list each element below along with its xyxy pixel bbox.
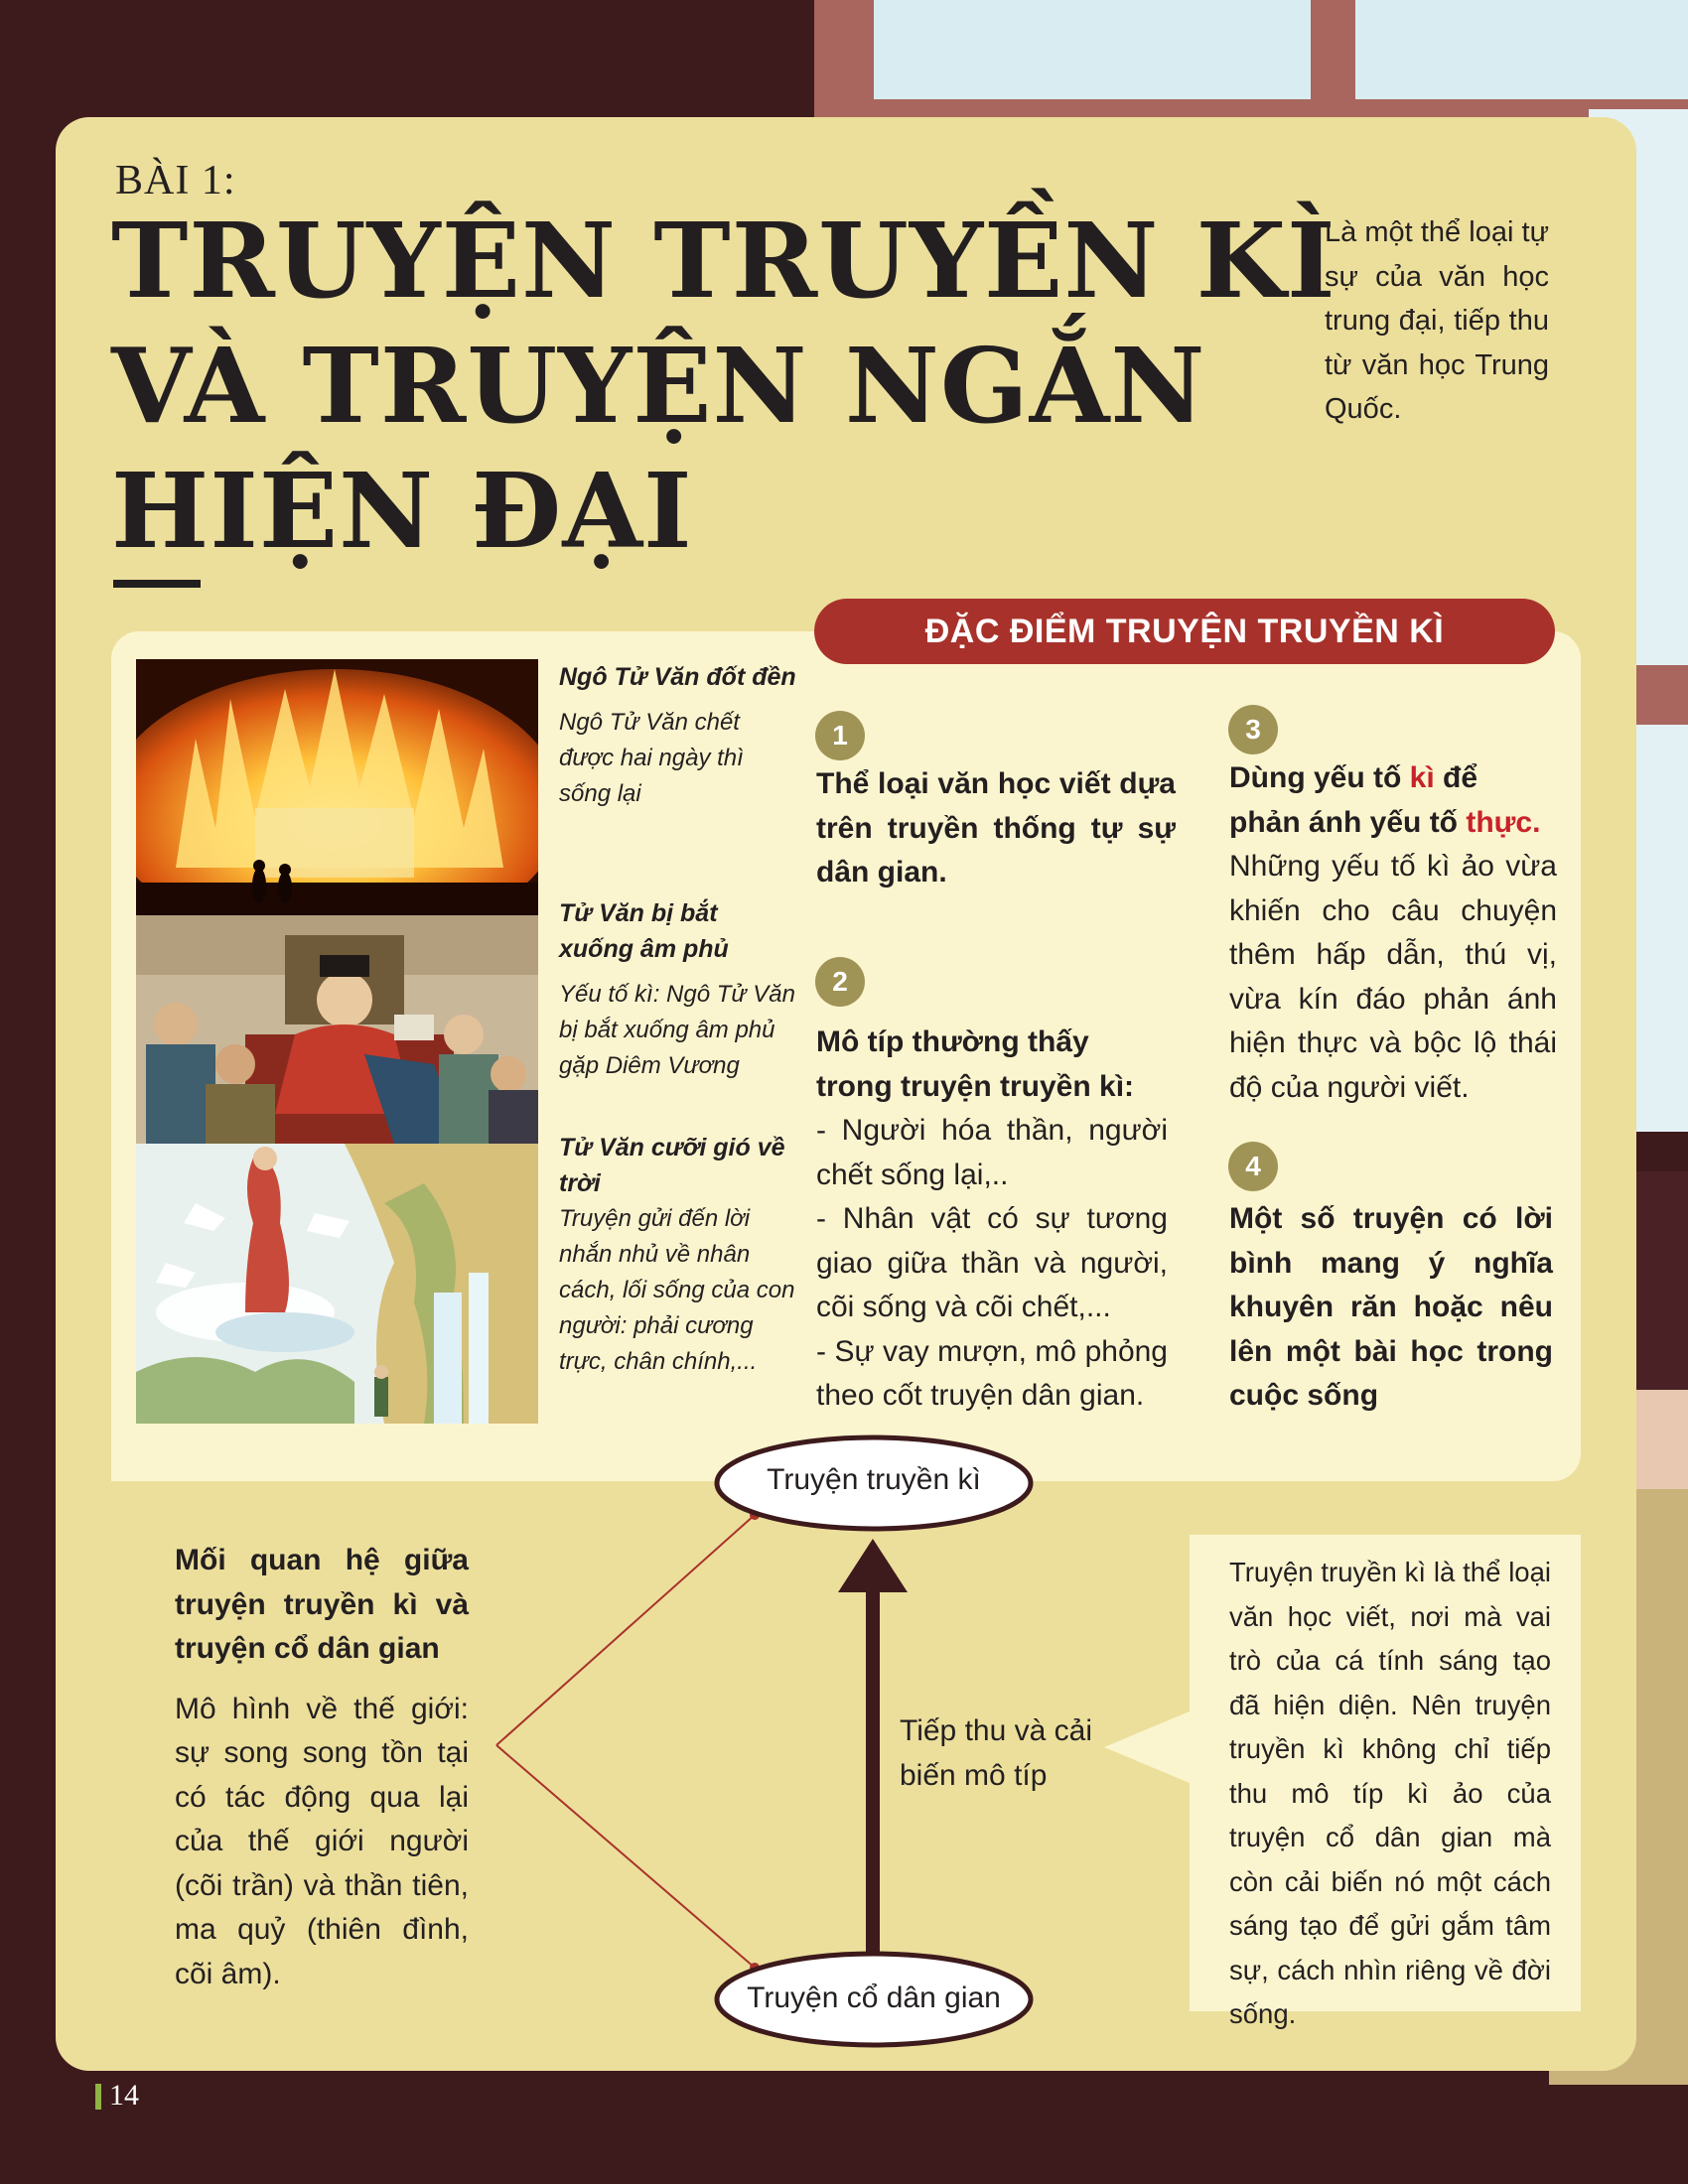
callout-text: Truyện truyền kì là thể loại văn học viết, nơi mà vai trò của cá tính sáng tạo đã hiện diện. Nên truyện truyền kì không chỉ tiếp thu mô típ kì ảo của truyện cổ dân gian mà còn cải biến nó một cách sáng tạo để gửi gắm tâm sự, cách nhìn riêng về đời sống. — [1229, 1557, 1551, 2029]
connector-line — [496, 1745, 755, 1968]
point-list-item: - Sự vay mượn, mô phỏng theo cốt truyện dân gian. — [816, 1334, 1168, 1412]
page-number-text: 14 — [109, 2079, 139, 2112]
highlight-text: kì — [1409, 761, 1435, 794]
relation-body: Mô hình về thế giới: sự song song tồn tại có tác động qua lại của thế giới người (cõi trần) và thần tiên, ma quỷ (thiên đình, cõi âm). — [175, 1692, 469, 1990]
point-number-badge: 4 — [1228, 1142, 1278, 1191]
caption-title: Tử Văn cưỡi gió về trời — [559, 1134, 785, 1197]
relation-description — [175, 1539, 469, 1996]
bottom-node-label: Truyện cổ dân gian — [747, 1981, 1001, 2014]
title-line: TRUYỆN TRUYỀN KÌ — [111, 200, 1336, 322]
arrow-shaft — [866, 1588, 880, 1954]
caption-text: Ngô Tử Văn chết được hai ngày thì sống lại — [559, 709, 744, 807]
caption-text: Truyện gửi đến lời nhắn nhủ về nhân cách, lối sống của con người: phải cương trực, chân chính,... — [559, 1205, 795, 1375]
arrow-label: Tiếp thu và cải biến mô típ — [900, 1714, 1092, 1792]
caption-title: Ngô Tử Văn đốt đền — [559, 663, 796, 691]
point-list-item: - Người hóa thần, người chết sống lại,.. — [816, 1114, 1168, 1191]
point-number-badge: 3 — [1228, 705, 1278, 754]
title-line: HIỆN ĐẠI — [111, 450, 693, 572]
lesson-label: BÀI 1: — [115, 158, 236, 204]
section-banner: ĐẶC ĐIỂM TRUYỆN TRUYỀN KÌ — [814, 599, 1555, 664]
heading-text: để phản ánh yếu tố — [1229, 761, 1478, 839]
point-heading: Thể loại văn học viết dựa trên truyền thống tự sự dân gian. — [816, 767, 1176, 888]
point-list-item: - Nhân vật có sự tương giao giữa thần và người, cõi sống và cõi chết,... — [816, 1202, 1168, 1323]
intro-text: Là một thể loại tự sự của văn học trung đại, tiếp thu từ văn học Trung Quốc. — [1325, 216, 1549, 425]
top-node-label: Truyện truyền kì — [767, 1463, 981, 1496]
arrow-head — [838, 1539, 908, 1592]
point-number-badge: 1 — [815, 711, 865, 760]
relation-heading: Mối quan hệ giữa truyện truyền kì và truyện cổ dân gian — [175, 1544, 469, 1665]
connector-line — [496, 1515, 755, 1745]
title-line: VÀ TRUYỆN NGẮN — [111, 325, 1206, 447]
point-number-badge: 2 — [815, 957, 865, 1007]
page-number — [95, 2079, 139, 2113]
point-heading: Mô típ thường thấy trong truyện truyền kì: — [816, 1025, 1135, 1103]
caption-title: Tử Văn bị bắt xuống âm phủ — [559, 899, 729, 963]
point-body: Những yếu tố kì ảo vừa khiến cho câu chuyện thêm hấp dẫn, thú vị, vừa kín đáo phản ánh hiện thực và bộc lộ thái độ của người viết. — [1229, 850, 1557, 1104]
highlight-text: thực. — [1466, 805, 1541, 839]
caption-text: Yếu tố kì: Ngô Tử Văn bị bắt xuống âm phủ gặp Diêm Vương — [559, 981, 795, 1079]
heading-text: Dùng yếu tố — [1229, 761, 1410, 794]
point-heading: Một số truyện có lời bình mang ý nghĩa khuyên răn hoặc nêu lên một bài học trong cuộc sống — [1229, 1202, 1553, 1412]
